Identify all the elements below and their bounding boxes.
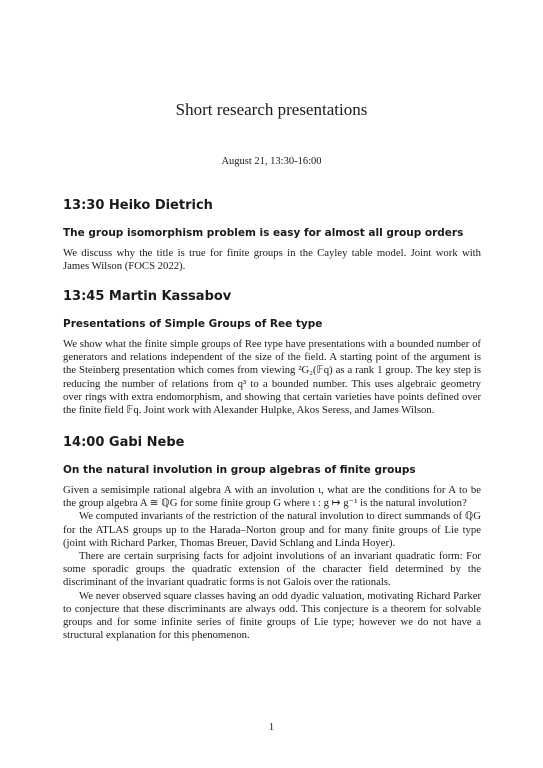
abstract-paragraph: We discuss why the title is true for finite groups in the Cayley table model. Joint work with James Wilson (FOCS 2022). xyxy=(63,247,481,273)
document-subtitle: August 21, 13:30-16:00 xyxy=(221,156,322,167)
talk-section-nebe xyxy=(63,435,481,642)
abstract-paragraph: We never observed square classes having an odd dyadic valuation, motivating Richard Parker to conjecture that these discriminants are always odd. This conjecture is a theorem for solvable groups and for some infinite series of finite groups of Lie type; however we do not have a structural explanation for this phenomenon. xyxy=(63,589,481,642)
speaker-heading: 13:45 Martin Kassabov xyxy=(63,289,232,304)
document-title: Short research presentations xyxy=(175,100,368,119)
abstract-paragraph: We computed invariants of the restriction of the natural involution to direct summands of ℚG for the ATLAS groups up to the Harada–Norton group and for many finite groups of Lie type (joint with Richard Parker, Thomas Breuer, David Schlang and Linda Hoyer). xyxy=(63,510,481,549)
talk-title: The group isomorphism problem is easy for almost all group orders xyxy=(63,227,464,239)
talk-section-dietrich xyxy=(63,198,481,273)
speaker-heading: 13:30 Heiko Dietrich xyxy=(63,198,213,213)
talk-section-kassabov xyxy=(63,289,481,417)
abstract-paragraph: There are certain surprising facts for adjoint involutions of an invariant quadratic form: For some sporadic groups the quadratic extension of the character field determined by the discriminant of the invariant quadratic forms is not Galois over the rationals. xyxy=(63,550,481,589)
speaker-heading: 14:00 Gabi Nebe xyxy=(63,435,185,450)
page-number: 1 xyxy=(268,722,275,733)
abstract-paragraph: We show what the finite simple groups of Ree type have presentations with a bounded number of generators and relations independent of the size of the field. A starting point of the argument is the Steinberg presentation which comes from viewing ²G₂(𝔽q) as a rank 1 group. The key step is reducing the number of relations from q³ to a bounded number. This uses algebraic geometry over rings with extra endomorphism, and showing that certain varieties have points defined over the finite field 𝔽q. Joint work with Alexander Hulpke, Akos Seress, and James Wilson. xyxy=(63,338,481,417)
talk-title: On the natural involution in group algebras of finite groups xyxy=(63,464,416,476)
abstract-paragraph: Given a semisimple rational algebra A with an involution ι, what are the conditions for A to be the group algebra A ≅ ℚG for some finite group G where ι : g ↦ g⁻¹ is the natural involution? xyxy=(63,484,481,510)
talk-title: Presentations of Simple Groups of Ree type xyxy=(63,318,323,330)
